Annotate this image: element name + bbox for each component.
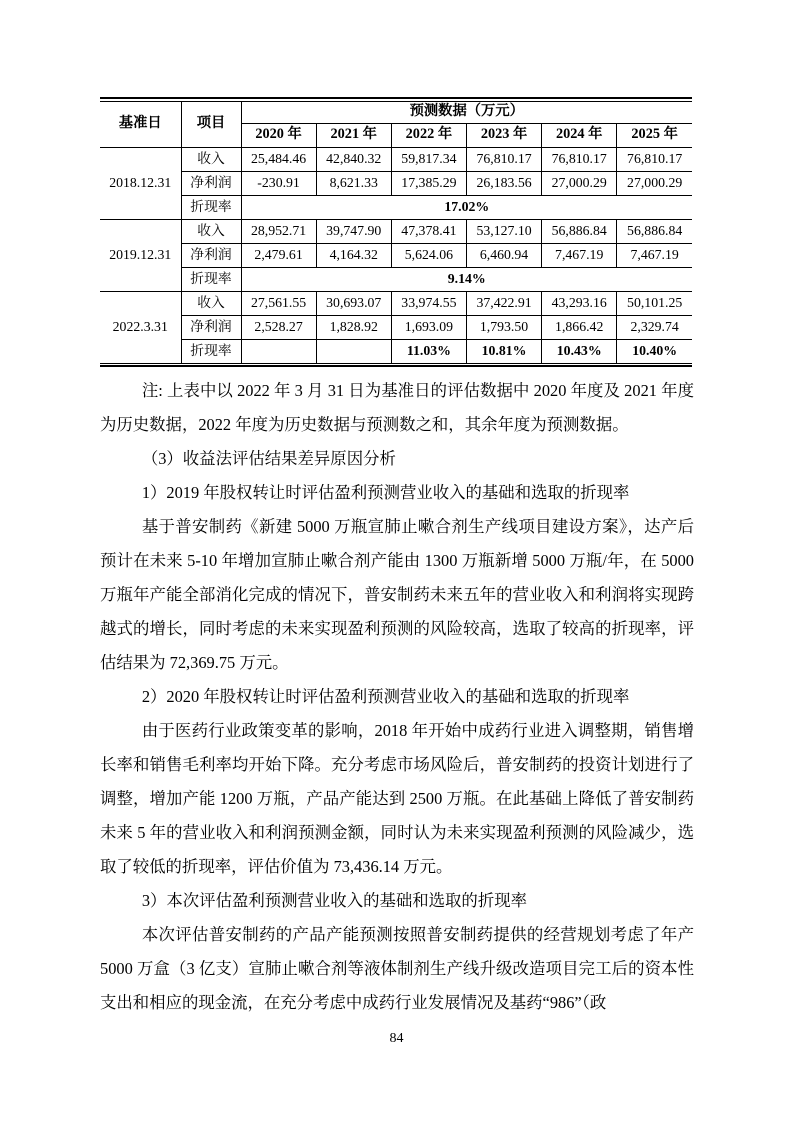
- base-date-cell: 2022.3.31: [100, 291, 181, 363]
- base-date-cell: 2018.12.31: [100, 147, 181, 219]
- forecast-data-table: [100, 101, 692, 364]
- profit-value: 8,621.33: [316, 171, 391, 195]
- row-label-discount: 折现率: [181, 339, 241, 363]
- income-value: 76,810.17: [542, 147, 617, 171]
- discount-rate-value: 10.43%: [542, 339, 617, 363]
- row-label-income: 收入: [181, 147, 241, 171]
- profit-value: 2,528.27: [241, 315, 316, 339]
- item2-paragraph: 由于医药行业政策变革的影响，2018 年开始中成药行业进入调整期，销售增长率和销售毛利率均开始下降。充分考虑市场风险后，普安制药的投资计划进行了调整，增加产能 1200 万瓶，产品产能达到 2500 万瓶。在此基础上降低了普安制药未来 5 年的营业收入和利润预测金额，同时认为未来实现盈利预测的风险减少，选取了较低的折现率，评估价值为 73,436.14 万元。: [100, 721, 694, 876]
- row-label-profit: 净利润: [181, 171, 241, 195]
- profit-value: 7,467.19: [542, 243, 617, 267]
- income-value: 39,747.90: [316, 219, 391, 243]
- item1-heading: 1）2019 年股权转让时评估盈利预测营业收入的基础和选取的折现率: [141, 483, 630, 502]
- profit-value: 5,624.06: [391, 243, 466, 267]
- body-text: [100, 374, 694, 1020]
- page-content: [100, 97, 694, 1020]
- income-value: 56,886.84: [617, 219, 692, 243]
- row-label-income: 收入: [181, 219, 241, 243]
- table-row-discount: [100, 267, 692, 291]
- base-date-cell: 2019.12.31: [100, 219, 181, 291]
- row-label-discount: 折现率: [181, 267, 241, 291]
- income-value: 37,422.91: [466, 291, 541, 315]
- income-value: 76,810.17: [466, 147, 541, 171]
- header-forecast-span: 预测数据（万元）: [241, 101, 692, 123]
- header-base-date: 基准日: [100, 101, 181, 147]
- profit-value: 1,866.42: [542, 315, 617, 339]
- table-note: 注: 上表中以 2022 年 3 月 31 日为基准日的评估数据中 2020 年度及 2021 年度为历史数据，2022 年度为历史数据与预测数之和，其余年度为预测数据。: [100, 381, 694, 434]
- table-row-profit: [100, 243, 692, 267]
- table-header-row-1: [100, 101, 692, 123]
- table-row-income: [100, 291, 692, 315]
- income-value: 53,127.10: [466, 219, 541, 243]
- table-row-income: [100, 219, 692, 243]
- income-value: 50,101.25: [617, 291, 692, 315]
- profit-value: 27,000.29: [617, 171, 692, 195]
- profit-value: 7,467.19: [617, 243, 692, 267]
- profit-value: 6,460.94: [466, 243, 541, 267]
- profit-value: -230.91: [241, 171, 316, 195]
- row-label-profit: 净利润: [181, 315, 241, 339]
- profit-value: 1,828.92: [316, 315, 391, 339]
- income-value: 28,952.71: [241, 219, 316, 243]
- table-row-profit: [100, 315, 692, 339]
- discount-rate-value: 17.02%: [241, 195, 692, 219]
- header-year-2023: 2023 年: [466, 123, 541, 147]
- income-value: 42,840.32: [316, 147, 391, 171]
- profit-value: 1,693.09: [391, 315, 466, 339]
- header-year-2025: 2025 年: [617, 123, 692, 147]
- discount-rate-value: 11.03%: [391, 339, 466, 363]
- discount-rate-value: 10.81%: [466, 339, 541, 363]
- header-item: 项目: [181, 101, 241, 147]
- header-year-2024: 2024 年: [542, 123, 617, 147]
- row-label-profit: 净利润: [181, 243, 241, 267]
- discount-rate-value: [241, 339, 316, 363]
- header-year-2022: 2022 年: [391, 123, 466, 147]
- forecast-table-body: [100, 147, 692, 363]
- item2-heading: 2）2020 年股权转让时评估盈利预测营业收入的基础和选取的折现率: [141, 687, 630, 706]
- income-value: 27,561.55: [241, 291, 316, 315]
- profit-value: 27,000.29: [542, 171, 617, 195]
- item1-paragraph: 基于普安制药《新建 5000 万瓶宣肺止嗽合剂生产线项目建设方案》，达产后预计在未来 5-10 年增加宣肺止嗽合剂产能由 1300 万瓶新增 5000 万瓶/年，在 5000 万瓶年产能全部消化完成的情况下，普安制药未来五年的营业收入和利润将实现跨越式的增长，同时考虑的未来实现盈利预测的风险较高，选取了较高的折现率，评估结果为 72,369.75 万元。: [100, 517, 694, 672]
- profit-value: 2,329.74: [617, 315, 692, 339]
- item3-heading: 3）本次评估盈利预测营业收入的基础和选取的折现率: [141, 891, 527, 910]
- header-year-2021: 2021 年: [316, 123, 391, 147]
- profit-value: 1,793.50: [466, 315, 541, 339]
- income-value: 25,484.46: [241, 147, 316, 171]
- income-value: 30,693.07: [316, 291, 391, 315]
- income-value: 59,817.34: [391, 147, 466, 171]
- row-label-income: 收入: [181, 291, 241, 315]
- profit-value: 2,479.61: [241, 243, 316, 267]
- profit-value: 26,183.56: [466, 171, 541, 195]
- income-value: 56,886.84: [542, 219, 617, 243]
- income-value: 33,974.55: [391, 291, 466, 315]
- table-row-profit: [100, 171, 692, 195]
- page-number: 84: [389, 1031, 404, 1046]
- table-row-income: [100, 147, 692, 171]
- row-label-discount: 折现率: [181, 195, 241, 219]
- forecast-table-wrapper: [100, 97, 692, 367]
- section-heading: （3）收益法评估结果差异原因分析: [141, 449, 396, 468]
- income-value: 47,378.41: [391, 219, 466, 243]
- table-row-discount: [100, 195, 692, 219]
- item3-paragraph: 本次评估普安制药的产品产能预测按照普安制药提供的经营规划考虑了年产 5000 万盒（3 亿支）宣肺止嗽合剂等液体制剂生产线升级改造项目完工后的资本性支出和相应的现金流，在充分考虑中成药行业发展情况及基药“986”（政: [100, 925, 694, 1012]
- discount-rate-value: 10.40%: [617, 339, 692, 363]
- income-value: 76,810.17: [617, 147, 692, 171]
- profit-value: 4,164.32: [316, 243, 391, 267]
- header-year-2020: 2020 年: [241, 123, 316, 147]
- table-row-discount: [100, 339, 692, 363]
- income-value: 43,293.16: [542, 291, 617, 315]
- discount-rate-value: [316, 339, 391, 363]
- profit-value: 17,385.29: [391, 171, 466, 195]
- discount-rate-value: 9.14%: [241, 267, 692, 291]
